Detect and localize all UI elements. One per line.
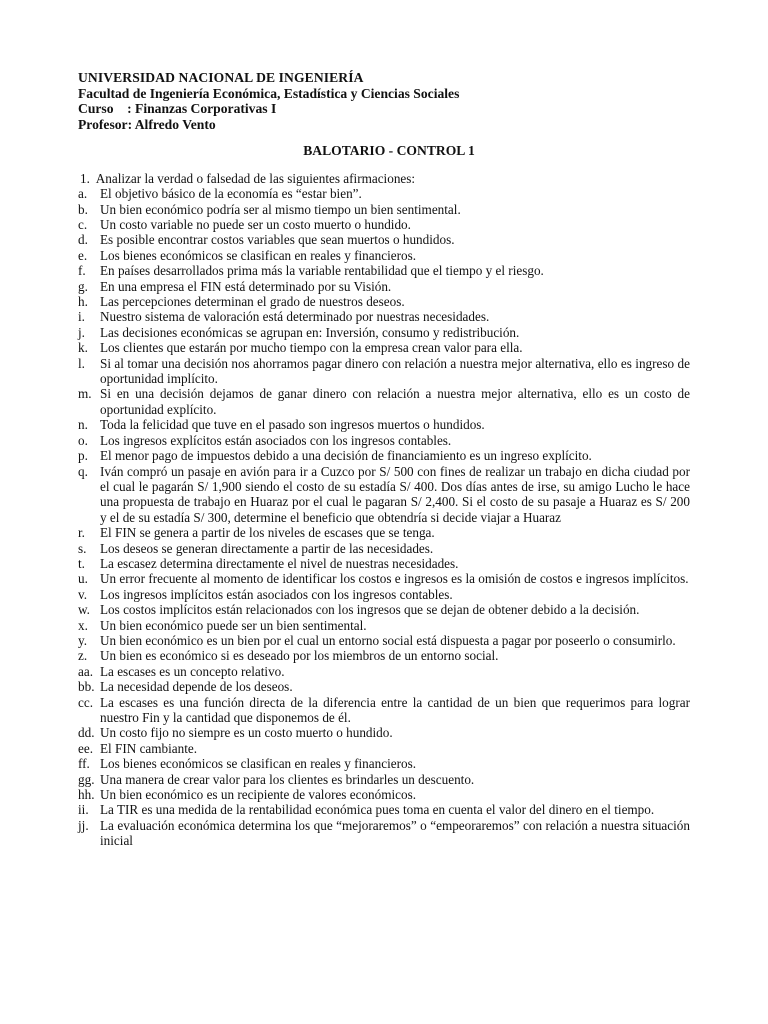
statement-item	[78, 802, 690, 817]
statement-text: La necesidad depende de los deseos.	[100, 679, 293, 695]
statement-text: Los ingresos explícitos están asociados con los ingresos contables.	[100, 432, 452, 448]
statement-label: aa.	[78, 663, 94, 679]
statement-text: Un error frecuente al momento de identificar los costos e ingresos es la omisión de costos e ingresos implícitos.	[100, 571, 689, 587]
statement-label: m.	[78, 386, 92, 402]
statement-item	[78, 325, 690, 340]
statement-text: La evaluación económica determina los que “mejoraremos” o “empeoraremos” con relación a nuestra situación inicial	[100, 817, 690, 849]
statement-item	[78, 232, 690, 247]
statement-item	[78, 787, 690, 802]
statement-text: El objetivo básico de la economía es “estar bien”.	[100, 186, 362, 202]
statement-item	[78, 541, 690, 556]
statement-label: z.	[78, 648, 88, 664]
statement-text: En una empresa el FIN está determinado por su Visión.	[100, 278, 392, 294]
statement-text: En países desarrollados prima más la variable rentabilidad que el tiempo y el riesgo.	[100, 263, 544, 279]
statement-item	[78, 741, 690, 756]
statement-label: q.	[78, 463, 88, 479]
statement-text: Un bien económico puede ser un bien sentimental.	[100, 617, 367, 633]
statement-label: x.	[78, 617, 88, 633]
statement-item	[78, 587, 690, 602]
statement-text: La TIR es una medida de la rentabilidad económica pues toma en cuenta el valor del dinero en el tiempo.	[100, 802, 655, 818]
statement-label: e.	[78, 247, 88, 263]
statement-item	[78, 695, 690, 726]
statement-item	[78, 464, 690, 526]
statement-item	[78, 294, 690, 309]
statement-item	[78, 664, 690, 679]
statement-text: Nuestro sistema de valoración está determinado por nuestras necesidades.	[100, 309, 490, 325]
professor-line: Profesor: Alfredo Vento	[78, 116, 216, 132]
statement-item	[78, 340, 690, 355]
statement-label: h.	[78, 294, 88, 310]
statement-item	[78, 279, 690, 294]
statement-item	[78, 818, 690, 849]
statement-label: c.	[78, 217, 88, 232]
statement-label: w.	[78, 602, 90, 618]
statement-item	[78, 756, 690, 771]
statement-label: d.	[78, 232, 88, 248]
course-line: Curso : Finanzas Corporativas I	[78, 101, 277, 117]
statement-text: Un bien económico es un bien por el cual un entorno social está dispuesta a pagar por poseerlo o consumirlo.	[100, 632, 676, 648]
statement-item	[78, 618, 690, 633]
statement-label: gg.	[78, 771, 95, 787]
statement-label: bb.	[78, 679, 95, 695]
statement-item	[78, 725, 690, 740]
statement-label: ii.	[78, 802, 89, 818]
statement-item	[78, 633, 690, 648]
statement-label: a.	[78, 186, 88, 202]
statement-label: g.	[78, 278, 88, 294]
statement-item	[78, 248, 690, 263]
faculty-name: Facultad de Ingeniería Económica, Estadística y Ciencias Sociales	[78, 85, 460, 101]
statement-label: dd.	[78, 725, 95, 741]
question-1: 1. Analizar la verdad o falsedad de las siguientes afirmaciones:	[80, 170, 416, 186]
statement-text: Es posible encontrar costos variables que sean muertos o hundidos.	[100, 232, 455, 248]
statement-item	[78, 448, 690, 463]
statement-text: Un bien económico es un recipiente de valores económicos.	[100, 787, 417, 803]
statement-label: s.	[78, 540, 87, 556]
statement-item	[78, 386, 690, 417]
statement-label: t.	[78, 555, 85, 571]
statement-text: Los costos implícitos están relacionados con los ingresos que se dejan de obtener debido a la decisión.	[100, 602, 640, 618]
statement-text: Un costo fijo no siempre es un costo muerto o hundido.	[100, 725, 393, 741]
statement-text: Un bien es económico si es deseado por los miembros de un entorno social.	[100, 648, 499, 664]
university-name: UNIVERSIDAD NACIONAL DE INGENIERÍA	[78, 70, 364, 85]
statement-list	[78, 186, 690, 848]
statement-label: j.	[78, 324, 85, 340]
statement-text: La escases es una función directa de la diferencia entre la cantidad de un bien que requerimos para lograr nuestro Fin y la cantidad que disponemos de él.	[100, 694, 690, 725]
statement-text: Si al tomar una decisión nos ahorramos pagar dinero con relación a nuestra mejor alternativa, ello es ingreso de oportunidad implícito.	[100, 355, 690, 387]
statement-text: Los ingresos implícitos están asociados con los ingresos contables.	[100, 586, 453, 602]
statement-text: Un bien económico podría ser al mismo tiempo un bien sentimental.	[100, 201, 461, 217]
statement-label: r.	[78, 525, 85, 541]
statement-item	[78, 309, 690, 324]
statement-text: Los deseos se generan directamente a partir de las necesidades.	[100, 540, 434, 556]
statement-item	[78, 356, 690, 387]
statement-item	[78, 556, 690, 571]
statement-item	[78, 202, 690, 217]
statement-text: La escasez determina directamente el nivel de nuestras necesidades.	[100, 555, 459, 571]
statement-item	[78, 772, 690, 787]
statement-label: f.	[78, 263, 86, 279]
statement-item	[78, 263, 690, 278]
statement-item	[78, 433, 690, 448]
statement-label: k.	[78, 340, 88, 356]
statement-label: y.	[78, 632, 88, 648]
statement-item	[78, 571, 690, 586]
statement-text: Iván compró un pasaje en avión para ir a Cuzco por S/ 500 con fines de realizar un trabajo en dicha ciudad por el cual le pagarán S/ 1,900 siendo el costo de su estadía S/ 400. Dos días antes de irse, su amigo Lucho le hace una propuesta de trabajo en Huaraz por el cual le pagaran S/ 2,400. Si el costo de su pasaje a Huaraz es S/ 200 y el de su estadía S/ 300, determine el beneficio que obtendría si decide viajar a Huaraz	[100, 463, 690, 525]
statement-text: Si en una decisión dejamos de ganar dinero con relación a nuestra mejor alternativa, ello es un costo de oportunidad explícito.	[100, 386, 690, 417]
statement-item	[78, 217, 690, 232]
statement-label: ff.	[78, 756, 90, 772]
statement-text: Los bienes económicos se clasifican en reales y financieros.	[100, 247, 417, 263]
statement-item	[78, 417, 690, 432]
statement-label: hh.	[78, 787, 95, 803]
statement-label: cc.	[78, 694, 94, 710]
statement-label: p.	[78, 448, 88, 464]
statement-item	[78, 679, 690, 694]
statement-label: v.	[78, 586, 88, 602]
statement-text: Un costo variable no puede ser un costo muerto o hundido.	[100, 217, 411, 232]
statement-text: Las decisiones económicas se agrupan en: Inversión, consumo y redistribución.	[100, 324, 520, 340]
statement-label: i.	[78, 309, 85, 325]
document-header	[78, 70, 690, 132]
document-title: BALOTARIO - CONTROL 1	[303, 143, 475, 159]
statement-text: Las percepciones determinan el grado de nuestros deseos.	[100, 294, 405, 310]
statement-label: o.	[78, 432, 88, 448]
statement-item	[78, 186, 690, 201]
statement-label: jj.	[78, 817, 89, 833]
statement-label: b.	[78, 201, 88, 217]
statement-item	[78, 602, 690, 617]
statement-text: Los bienes económicos se clasifican en reales y financieros.	[100, 756, 417, 772]
statement-text: Toda la felicidad que tuve en el pasado son ingresos muertos o hundidos.	[100, 417, 485, 433]
statement-text: El menor pago de impuestos debido a una decisión de financiamiento es un ingreso explícito.	[100, 448, 592, 464]
statement-text: El FIN cambiante.	[100, 740, 198, 756]
statement-text: El FIN se genera a partir de los niveles de escases que se tenga.	[100, 525, 435, 541]
statement-label: l.	[78, 355, 85, 371]
statement-label: ee.	[78, 740, 94, 756]
statement-item	[78, 648, 690, 663]
statement-item	[78, 525, 690, 540]
statement-text: Los clientes que estarán por mucho tiempo con la empresa crean valor para ella.	[100, 340, 523, 356]
statement-label: u.	[78, 571, 88, 587]
statement-text: La escases es un concepto relativo.	[100, 663, 285, 679]
statement-text: Una manera de crear valor para los clientes es brindarles un descuento.	[100, 771, 475, 787]
statement-label: n.	[78, 417, 88, 433]
